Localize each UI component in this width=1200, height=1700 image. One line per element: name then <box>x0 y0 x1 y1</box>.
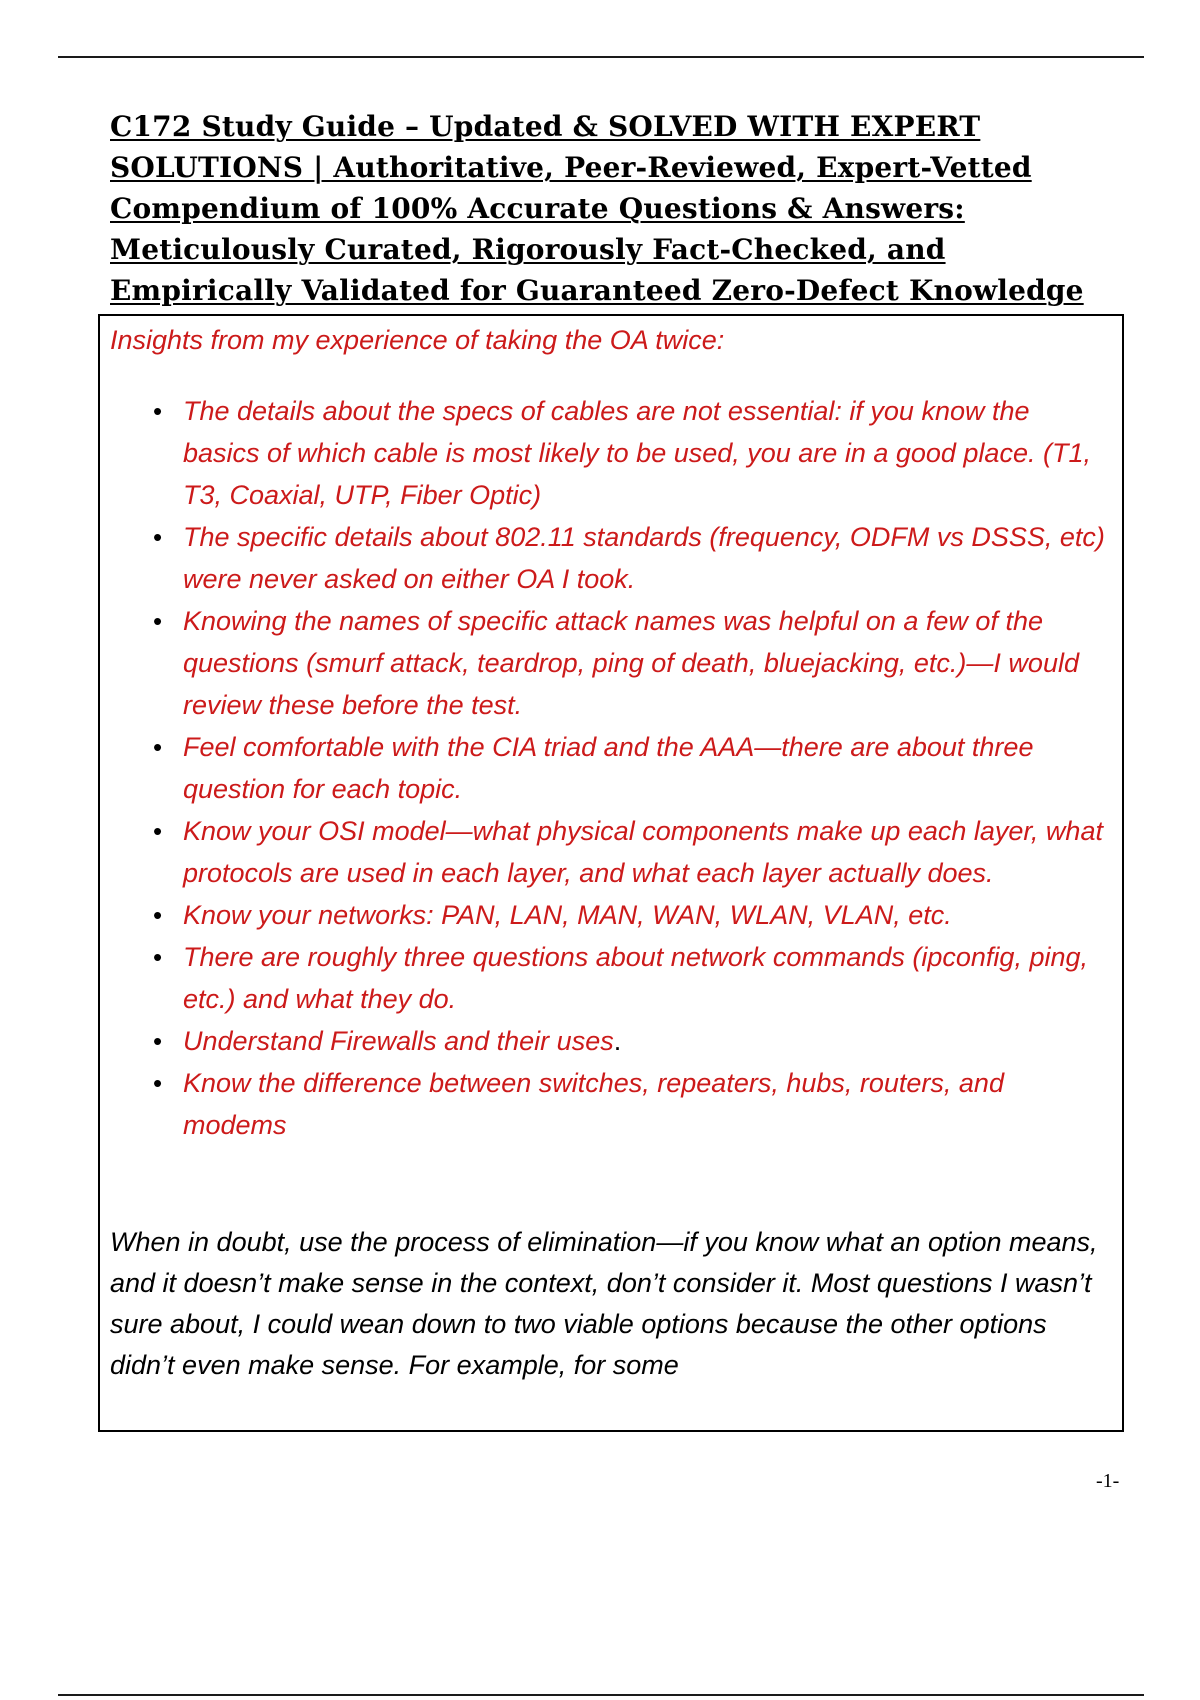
list-item <box>110 1062 1110 1146</box>
bullet-icon: • <box>153 900 163 930</box>
closing-paragraph: When in doubt, use the process of elimination—if you know what an option means, and it doesn’t make sense in the context, don’t consider it. Most questions I wasn’t sure about, I could wean down to two viable options because the other options didn’t even make sense. For example, for some <box>110 1227 1098 1380</box>
list-item <box>110 894 1110 936</box>
bullet-icon: • <box>153 816 163 846</box>
bullet-icon: • <box>153 396 163 426</box>
list-item <box>110 600 1110 726</box>
document-title: C172 Study Guide – Updated & SOLVED WITH EXPERT SOLUTIONS | Authoritative, Peer-Reviewed, Expert-Vetted Compendium of 100% Accurate Questions & Answers: Meticulously Curated, Rigorously Fact-Checked, and Empirically Validated for Guaranteed Zero-Defect Knowledge <box>110 110 1084 307</box>
bullet-icon: • <box>153 732 163 762</box>
tip-text: The specific details about 802.11 standards (frequency, ODFM vs DSSS, etc) were never asked on either OA I took. <box>183 522 1105 594</box>
bullet-icon: • <box>153 942 163 972</box>
top-rule <box>58 56 1144 58</box>
bullet-icon: • <box>153 606 163 636</box>
tip-text: Knowing the names of specific attack names was helpful on a few of the questions (smurf attack, teardrop, ping of death, bluejacking, etc.)—I would review these before the test. <box>183 606 1079 720</box>
tip-text <box>183 1020 1110 1062</box>
bottom-rule <box>58 1694 1144 1696</box>
insights-heading: Insights from my experience of taking the OA twice: <box>110 325 725 355</box>
tip-trailing-period: . <box>613 1026 622 1056</box>
page-number: -1- <box>1096 1470 1120 1492</box>
list-item <box>110 810 1110 894</box>
list-item <box>110 936 1110 1020</box>
tip-text: There are roughly three questions about network commands (ipconfig, ping, etc.) and what they do. <box>183 942 1089 1014</box>
tip-text: Feel comfortable with the CIA triad and the AAA—there are about three question for each topic. <box>183 732 1034 804</box>
tips-list <box>110 390 1110 1146</box>
tip-text: Know the difference between switches, repeaters, hubs, routers, and modems <box>183 1068 1004 1140</box>
list-item <box>110 1020 1110 1062</box>
list-item <box>110 726 1110 810</box>
bullet-icon: • <box>153 522 163 552</box>
tip-text: Know your networks: PAN, LAN, MAN, WAN, WLAN, VLAN, etc. <box>183 900 952 930</box>
tip-text: The details about the specs of cables are not essential: if you know the basics of which cable is most likely to be used, you are in a good place. (T1, T3, Coaxial, UTP, Fiber Optic) <box>183 396 1091 510</box>
tip-text-main: Understand Firewalls and their uses <box>183 1026 614 1056</box>
tip-text: Know your OSI model—what physical components make up each layer, what protocols are used in each layer, and what each layer actually does. <box>183 816 1103 888</box>
bullet-icon: • <box>153 1068 163 1098</box>
bullet-icon: • <box>153 1026 163 1056</box>
list-item <box>110 516 1110 600</box>
list-item <box>110 390 1110 516</box>
